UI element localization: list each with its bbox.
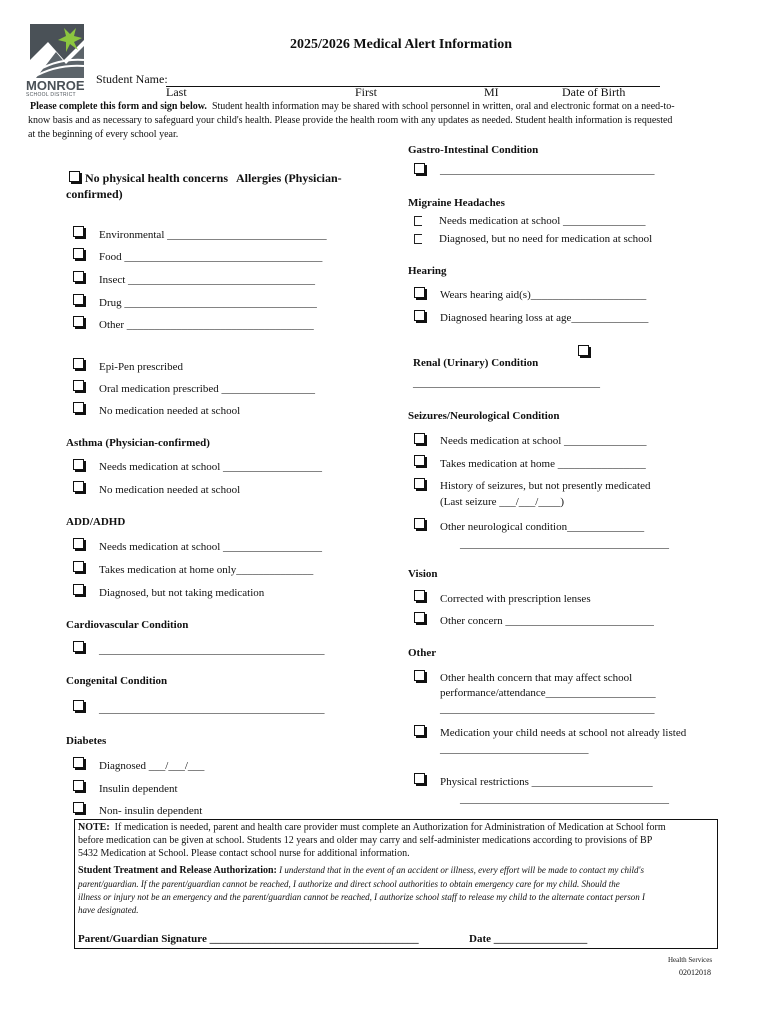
other-concern-line: _______________________________________: [440, 703, 655, 715]
other-title: Other: [408, 647, 437, 659]
renal-checkbox[interactable]: [578, 345, 589, 356]
renal-title: Renal (Urinary) Condition: [413, 357, 539, 369]
seizure-history: History of seizures, but not presently medicated: [440, 480, 651, 492]
allergy-environmental: Environmental _____________________________: [99, 229, 327, 241]
footer-code: 02012018: [679, 968, 711, 977]
insulin-dependent-checkbox[interactable]: [73, 780, 84, 791]
congenital-checkbox[interactable]: [73, 700, 84, 711]
asthma-no-med-checkbox[interactable]: [73, 481, 84, 492]
asthma-needs-med-checkbox[interactable]: [73, 459, 84, 470]
seizure-takes-home: Takes medication at home ________________: [440, 458, 646, 470]
other-concern: Other health concern that may affect school: [440, 672, 633, 684]
consent-line-2: parent/guardian. If the parent/guardian cannot be reached, I authorize and direct school authorities to obtain emergency care for my child. Should the: [78, 879, 620, 889]
seizure-title: Seizures/Neurological Condition: [408, 410, 560, 422]
seizure-takes-home-checkbox[interactable]: [414, 455, 425, 466]
note-line-1: NOTE: If medication is needed, parent and health care provider must complete an Authorization for Administration of Medication at School form: [78, 822, 666, 833]
last-name-label: Last: [166, 85, 187, 99]
migraine-no-med-checkbox[interactable]: [414, 234, 422, 244]
physical-restrictions-checkbox[interactable]: [414, 773, 425, 784]
no-concerns-label: No physical health concerns: [85, 171, 229, 185]
hearing-loss: Diagnosed hearing loss at age______________: [440, 312, 649, 324]
epi-pen-checkbox[interactable]: [73, 358, 84, 369]
allergies-title: Allergies (Physician-: [236, 171, 342, 185]
dob-label: Date of Birth: [562, 85, 626, 99]
add-title: ADD/ADHD: [66, 516, 126, 528]
epi-pen-label: Epi-Pen prescribed: [99, 361, 183, 373]
congenital-title: Congenital Condition: [66, 675, 168, 687]
no-concerns-checkbox[interactable]: [69, 171, 80, 182]
add-takes-home-checkbox[interactable]: [73, 561, 84, 572]
allergy-food-checkbox[interactable]: [73, 248, 84, 259]
seizure-last-date: (Last seizure ___/___/____): [440, 496, 565, 508]
allergy-insect-checkbox[interactable]: [73, 271, 84, 282]
asthma-no-med: No medication needed at school: [99, 484, 241, 496]
footer-dept: Health Services: [668, 956, 713, 964]
allergy-other-checkbox[interactable]: [73, 316, 84, 327]
logo-mountain-icon: [26, 20, 88, 80]
allergy-drug-checkbox[interactable]: [73, 294, 84, 305]
seizure-other: Other neurological condition______________: [440, 521, 645, 533]
vision-lenses: Corrected with prescription lenses: [440, 593, 591, 605]
diabetes-title: Diabetes: [66, 735, 107, 747]
allergy-insect: Insect __________________________________: [99, 274, 316, 286]
seizure-other-checkbox[interactable]: [414, 518, 425, 529]
first-name-label: First: [355, 85, 378, 99]
intro-text-2: know basis and as necessary to safeguard your child's health. Please provide the health room with any updates as needed. Student health information is requested: [28, 115, 673, 126]
other-medication-line: ___________________________: [440, 743, 589, 755]
migraine-no-med: Diagnosed, but no need for medication at school: [439, 233, 653, 245]
seizure-needs-med-checkbox[interactable]: [414, 433, 425, 444]
signature-date-field[interactable]: Date _________________: [469, 933, 588, 945]
intro-text: Please complete this form and sign below. Student health information may be shared with school personnel in written, oral and electronic format on a need-to-: [30, 101, 675, 112]
gi-checkbox[interactable]: [414, 163, 425, 174]
add-takes-home: Takes medication at home only______________: [99, 564, 314, 576]
consent-line-3: illness or injury not be an emergency and the parent/guardian cannot be reached, I authorize school staff to release my child to the alternate contact person I: [78, 892, 645, 902]
allergy-food: Food ____________________________________: [99, 251, 323, 263]
allergy-other: Other __________________________________: [99, 319, 314, 331]
form-title: 2025/2026 Medical Alert Information: [290, 37, 513, 52]
logo-name: MONROE: [26, 78, 85, 93]
oral-medication-label: Oral medication prescribed _________________: [99, 383, 315, 395]
gi-line: _______________________________________: [440, 164, 655, 176]
non-insulin-checkbox[interactable]: [73, 802, 84, 813]
hearing-aid: Wears hearing aid(s)_____________________: [440, 289, 647, 301]
cardio-title: Cardiovascular Condition: [66, 619, 189, 631]
note-line-3: 5432 Medication at School. Please contact school nurse for additional information.: [78, 848, 410, 859]
allergies-title-2: confirmed): [66, 187, 123, 201]
allergy-no-medication-label: No medication needed at school: [99, 405, 241, 417]
physical-restrictions: Physical restrictions ______________________: [440, 776, 653, 788]
add-needs-med: Needs medication at school __________________: [99, 541, 323, 553]
hearing-aid-checkbox[interactable]: [414, 287, 425, 298]
add-diagnosed: Diagnosed, but not taking medication: [99, 587, 265, 599]
cardio-line: _________________________________________: [99, 644, 325, 656]
note-line-2: before medication can be given at school. Students 12 years and older may carry and self-administer medications according to provisions of BP: [78, 835, 653, 846]
vision-title: Vision: [408, 568, 438, 580]
hearing-title: Hearing: [408, 265, 447, 277]
non-insulin: Non- insulin dependent: [99, 805, 203, 817]
hearing-loss-checkbox[interactable]: [414, 310, 425, 321]
other-medication: Medication your child needs at school not already listed: [440, 727, 687, 739]
other-concern-checkbox[interactable]: [414, 670, 425, 681]
migraine-needs-med-checkbox[interactable]: [414, 216, 422, 226]
seizure-history-checkbox[interactable]: [414, 478, 425, 489]
add-needs-med-checkbox[interactable]: [73, 538, 84, 549]
vision-other: Other concern ___________________________: [440, 615, 654, 627]
cardio-checkbox[interactable]: [73, 641, 84, 652]
logo-subtitle: SCHOOL DISTRICT: [26, 92, 76, 98]
allergy-environmental-checkbox[interactable]: [73, 226, 84, 237]
vision-other-checkbox[interactable]: [414, 612, 425, 623]
other-medication-checkbox[interactable]: [414, 725, 425, 736]
allergy-drug: Drug ___________________________________: [99, 297, 317, 309]
renal-line: __________________________________: [413, 377, 600, 389]
add-diagnosed-checkbox[interactable]: [73, 584, 84, 595]
diabetes-diagnosed-checkbox[interactable]: [73, 757, 84, 768]
consent-line-4: have designated.: [78, 905, 139, 915]
district-logo: [26, 20, 88, 98]
oral-medication-checkbox[interactable]: [73, 380, 84, 391]
allergy-no-medication-checkbox[interactable]: [73, 402, 84, 413]
physical-restrictions-line: ______________________________________: [460, 793, 669, 805]
diabetes-diagnosed: Diagnosed ___/___/___: [99, 760, 205, 772]
vision-lenses-checkbox[interactable]: [414, 590, 425, 601]
student-name-label: Student Name:: [96, 72, 168, 86]
migraine-needs-med: Needs medication at school _______________: [439, 215, 646, 227]
seizure-other-line: ______________________________________: [460, 538, 669, 550]
insulin-dependent: Insulin dependent: [99, 783, 178, 795]
consent-line-1: Student Treatment and Release Authorization: I understand that in the event of an accident or illness, every effort will be made to contact my child's: [78, 865, 644, 876]
migraine-title: Migraine Headaches: [408, 197, 505, 209]
asthma-needs-med: Needs medication at school __________________: [99, 461, 323, 473]
other-concern-2: performance/attendance____________________: [440, 687, 656, 699]
congenital-line: _________________________________________: [99, 703, 325, 715]
asthma-title: Asthma (Physician-confirmed): [66, 437, 210, 449]
gi-title: Gastro-Intestinal Condition: [408, 144, 539, 156]
signature-field[interactable]: Parent/Guardian Signature ______________________________________: [78, 933, 419, 945]
seizure-needs-med: Needs medication at school _______________: [440, 435, 647, 447]
mi-label: MI: [484, 85, 499, 99]
intro-text-3: at the beginning of every school year.: [28, 129, 179, 140]
